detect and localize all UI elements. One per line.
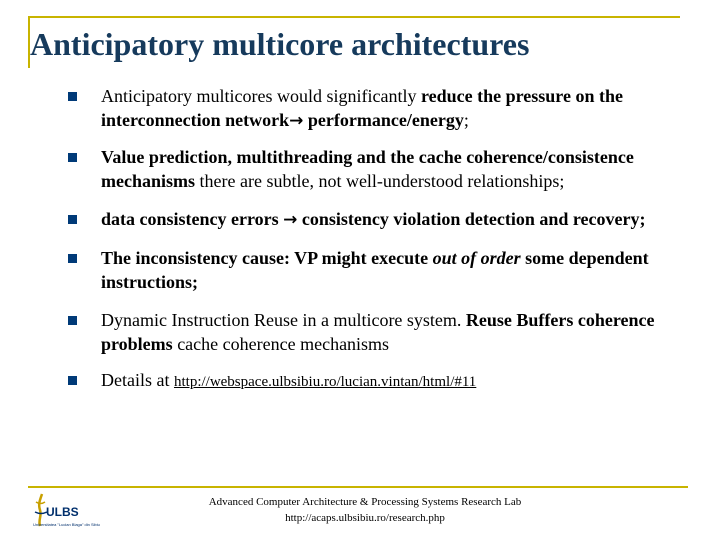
bullet-item [68,145,668,193]
text-run: Reuse Buffers coherence problems [101,310,655,354]
footer-divider [28,486,688,488]
bullet-list [68,84,668,394]
slide-title: Anticipatory multicore architectures [30,26,530,62]
bullet-item [68,84,668,133]
footer-url: http://acaps.ulbsibiu.ro/research.php [285,512,445,524]
bullet-text [101,147,634,191]
bullet-text [101,86,623,130]
text-run: cache coherence mechanisms [172,334,390,354]
bullet-item [68,246,668,294]
arrow-icon: → [289,111,304,131]
logo-text: ULBS [46,505,79,519]
text-run: ; [463,110,469,130]
bullet-item [68,308,668,356]
text-run: reduce the pressure on the interconnection network [101,86,623,130]
text-run: performance/energy [303,110,464,130]
bullet-text [101,310,655,354]
text-run: Anticipatory multicores would significantly [101,86,421,106]
footer-lab-name: Advanced Computer Architecture & Processing Systems Research Lab [208,496,522,508]
square-bullet-icon [68,376,77,385]
bullet-text [101,248,649,292]
square-bullet-icon [68,92,77,101]
arrow-icon: → [283,210,298,230]
text-run: Details at [101,370,174,390]
square-bullet-icon [68,153,77,162]
text-run: some dependent instructions; [101,248,649,292]
bullet-text [101,370,476,390]
text-run: Dynamic Instruction Reuse in a multicore system. [101,310,466,330]
bullet-item [68,368,668,394]
bullet-item [68,207,668,232]
bullet-text [101,209,646,229]
text-run: consistency violation detection and recovery; [297,209,646,229]
details-link[interactable]: http://webspace.ulbsibiu.ro/lucian.vintan/html/#11 [173,374,477,390]
square-bullet-icon [68,215,77,224]
logo-subtext: Universitatea "Lucian Blaga" din Sibiu [33,522,100,527]
square-bullet-icon [68,254,77,263]
text-run: data consistency errors [101,209,284,229]
text-run: out of order [432,248,521,268]
square-bullet-icon [68,316,77,325]
text-run: The inconsistency cause: VP might execute [101,248,433,268]
text-run: Value prediction, multithreading and the cache coherence/consistence mechanisms [101,147,634,191]
footer [195,494,535,526]
frame-top-line [28,16,680,18]
text-run: there are subtle, not well-understood relationships; [195,171,565,191]
